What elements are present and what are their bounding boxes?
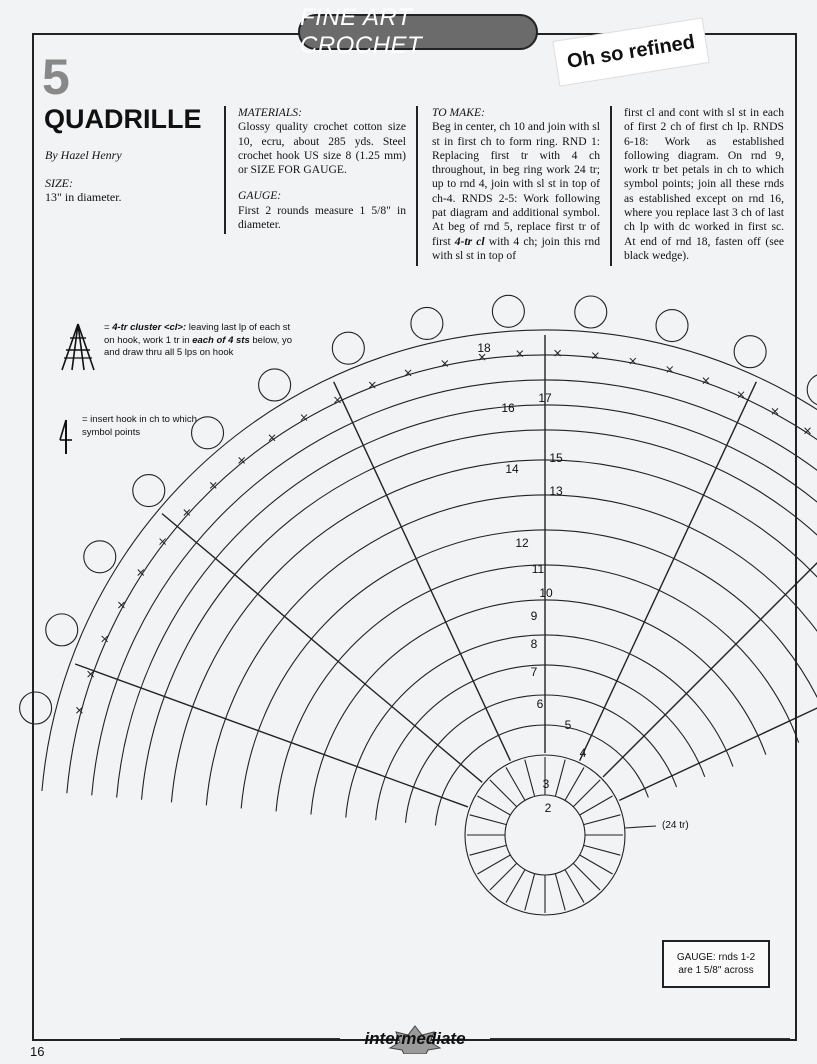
center-stitch xyxy=(477,796,510,815)
round-arc xyxy=(142,430,817,800)
materials-text: Glossy quality crochet cotton size 10, ecru, about 285 yds. Steel crochet hook US size 8 (1.25 mm) or SIZE FOR GAUGE. xyxy=(238,120,406,177)
gauge-box xyxy=(662,940,770,988)
round-arc xyxy=(206,495,817,805)
cluster-legend-text: = 4-tr cluster <cl>: leaving last lp of each st on hook, work 1 tr in each of 4 sts below, yo and draw thru all 5 lps on hook xyxy=(104,322,292,358)
tagline-text: Oh so refined xyxy=(565,30,697,73)
spoke-rib xyxy=(162,514,482,783)
center-stitch xyxy=(573,780,600,807)
round-label: 15 xyxy=(549,451,563,465)
round-arc xyxy=(42,330,817,791)
edge-scallop xyxy=(411,307,443,339)
edge-scallop xyxy=(20,692,52,724)
center-stitch xyxy=(565,767,584,800)
pattern-number: 5 xyxy=(42,49,70,105)
center-stitch xyxy=(506,870,525,903)
center-stitch xyxy=(477,855,510,874)
footer-rule xyxy=(120,1038,340,1039)
edge-scallop xyxy=(575,296,607,328)
center-stitch xyxy=(506,767,525,800)
callout-pointer xyxy=(625,826,656,828)
spoke-rib xyxy=(334,382,511,761)
round-label: 3 xyxy=(542,777,550,791)
round-arc xyxy=(67,355,817,793)
size-value: 13" in diameter. xyxy=(45,190,122,204)
instructions-cluster-term: 4-tr cl xyxy=(454,234,485,248)
round-label: 7 xyxy=(530,665,538,679)
insert-legend-text: = insert hook in ch to which symbol points xyxy=(82,414,197,438)
center-stitch xyxy=(584,845,621,855)
center-stitch xyxy=(490,863,517,890)
materials-heading: MATERIALS: xyxy=(238,106,302,119)
round-label: 16 xyxy=(501,401,515,415)
edge-scallop xyxy=(133,475,165,507)
edge-scallop xyxy=(807,374,817,406)
edge-scallop xyxy=(259,369,291,401)
center-stitch xyxy=(555,874,565,911)
to-make-heading: TO MAKE: xyxy=(432,106,485,119)
round-label: 13 xyxy=(549,484,563,498)
continuation-text: first cl and cont with sl st in each of first 2 ch of first ch lp. RNDS 6-18: Work as established following diagram. On rnd 9, work tr bet petals in ch to which symbol points; join all these rnds as established except on rnd 16, where you replace last 3 ch of last ch lp with dc worked in first sc. At end of rnd 18, fasten off (see black wedge). xyxy=(624,106,784,262)
instructions-text-b: with 4 ch; join this rnd with sl st in top of xyxy=(432,234,601,262)
pattern-title: QUADRILLE xyxy=(44,104,202,134)
center-stitch-callout: (24 tr) xyxy=(662,820,689,831)
round-arc xyxy=(117,405,817,798)
round-label: 9 xyxy=(530,609,538,623)
round-label: 14 xyxy=(505,462,519,476)
round-arc xyxy=(171,460,817,802)
edge-scallop xyxy=(46,614,78,646)
spoke-rib xyxy=(580,382,757,761)
banner-title: FINE ART CROCHET xyxy=(300,4,423,59)
round-label: 18 xyxy=(477,341,491,355)
center-stitch xyxy=(573,863,600,890)
edge-scallop xyxy=(332,332,364,364)
spoke-rib xyxy=(603,481,817,777)
center-stitch xyxy=(525,760,535,797)
edge-scallop xyxy=(734,336,766,368)
edge-scallop xyxy=(492,295,524,327)
center-stitch xyxy=(525,874,535,911)
round-label: 6 xyxy=(536,697,544,711)
round-label: 8 xyxy=(530,637,538,651)
difficulty-level xyxy=(340,1026,490,1052)
author-credit: By Hazel Henry xyxy=(45,148,122,162)
center-stitch xyxy=(470,815,507,825)
round-label: 5 xyxy=(564,718,572,732)
round-arc xyxy=(346,635,733,818)
center-stitch xyxy=(490,780,517,807)
round-label: 2 xyxy=(544,801,552,815)
center-stitch xyxy=(555,760,565,797)
center-stitch xyxy=(580,796,613,815)
round-arc xyxy=(376,665,705,820)
edge-scallop xyxy=(656,310,688,342)
round-label: 12 xyxy=(515,536,529,550)
round-arc xyxy=(406,695,677,823)
footer-rule xyxy=(490,1038,790,1039)
center-stitch xyxy=(584,815,621,825)
spoke-rib xyxy=(75,664,468,807)
round-arc xyxy=(241,530,817,808)
round-arc xyxy=(92,380,817,795)
gauge-box-line2: are 1 5/8" across xyxy=(678,965,754,976)
round-arc xyxy=(435,725,648,825)
round-label: 10 xyxy=(539,586,553,600)
gauge-heading: GAUGE: xyxy=(238,189,282,203)
center-stitch xyxy=(565,870,584,903)
edge-scallop xyxy=(84,541,116,573)
edge-scallop xyxy=(192,417,224,449)
instructions-text-a: Beg in center, ch 10 and join with sl st in first ch to form ring. RND 1: Replacing first tr with 4 ch throughout, in beg ring work 24 tr; up to rnd 4, join with sl st in top of ch-4. RNDS 2-5: Work following pat diagram and additional symbol. At beg of rnd 5, replace first tr of first xyxy=(432,120,600,248)
round-label: 4 xyxy=(579,746,587,760)
center-stitch xyxy=(470,845,507,855)
size-heading: SIZE: xyxy=(45,176,73,190)
gauge-text: First 2 rounds measure 1 5/8" in diameter. xyxy=(238,203,406,232)
round-label: 17 xyxy=(538,391,552,405)
round-label: 11 xyxy=(531,562,545,576)
center-stitch xyxy=(580,855,613,874)
page-number: 16 xyxy=(30,1044,45,1059)
difficulty-level-text: intermediate xyxy=(364,1029,466,1048)
gauge-box-line1: GAUGE: rnds 1-2 xyxy=(676,952,756,963)
